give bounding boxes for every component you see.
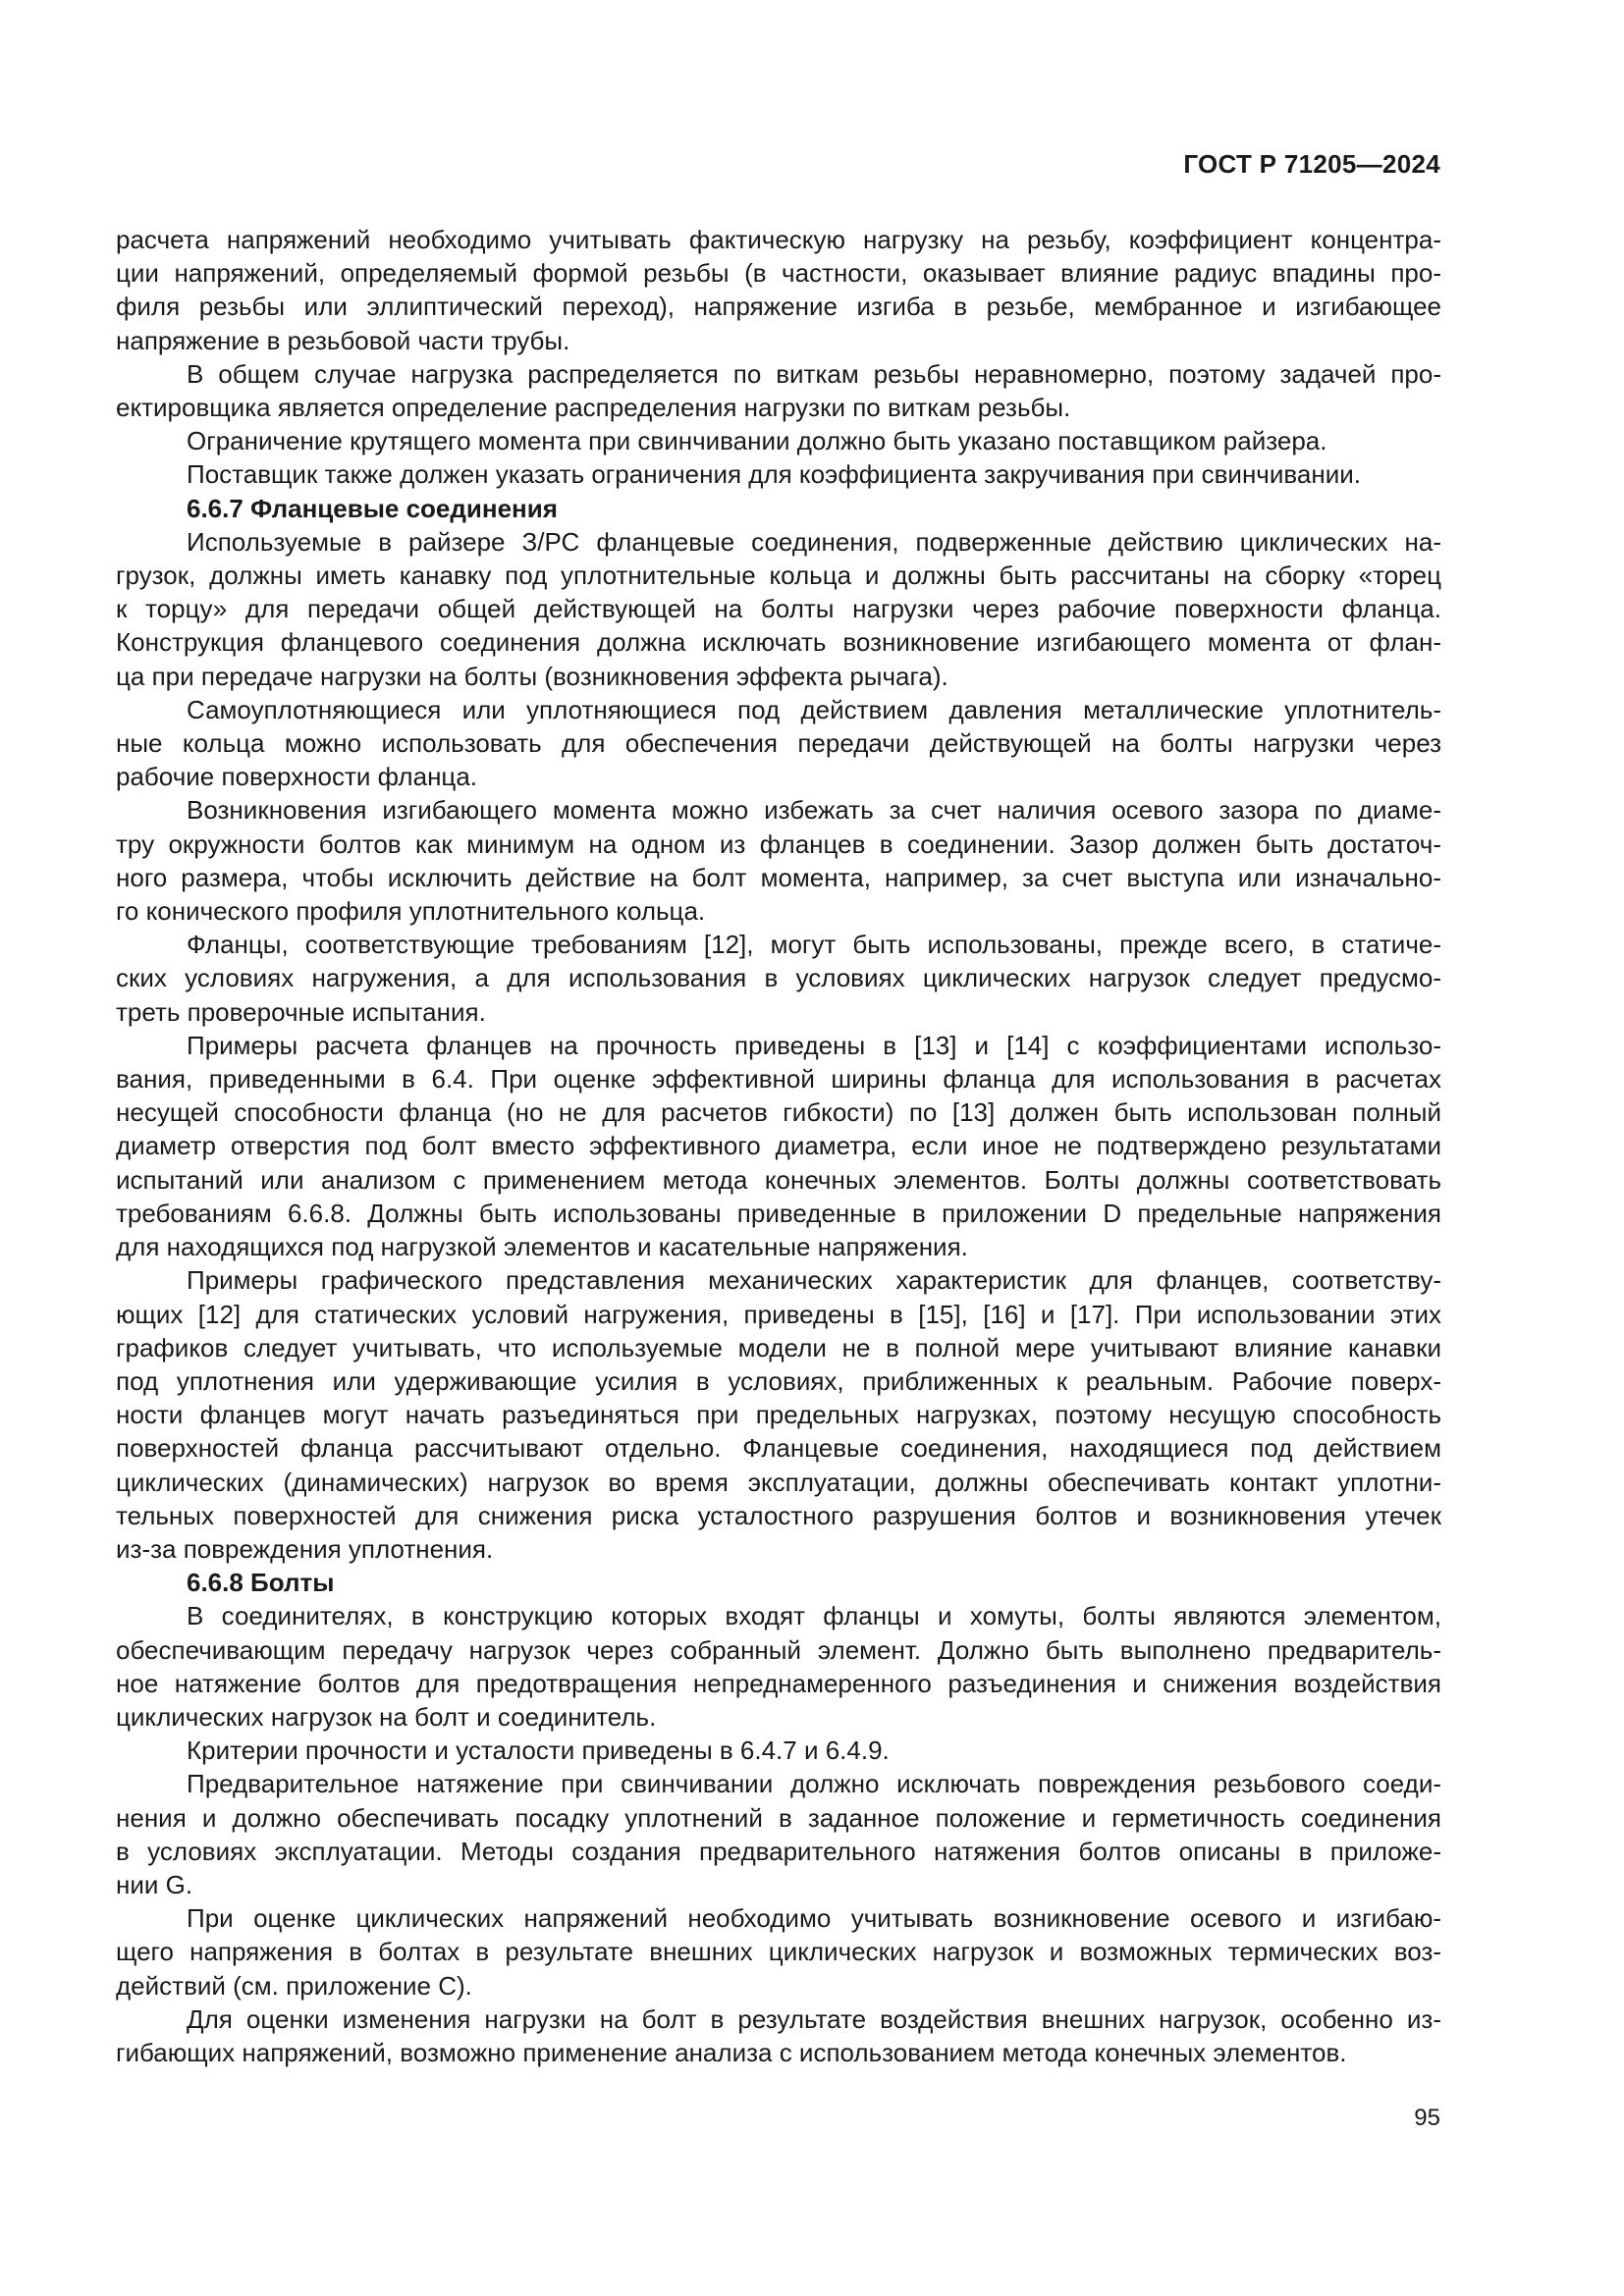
text-line: Ограничение крутящего момента при свинчивании должно быть указано поставщиком райзера. <box>187 426 1327 456</box>
text-line: несущей способности фланца (но не для расчетов гибкости) по [13] должен быть использован полный <box>116 1097 1441 1128</box>
text-line: действий (см. приложение С). <box>116 1970 472 2001</box>
paragraph <box>116 1734 1441 1767</box>
text-line: из-за повреждения уплотнения. <box>116 1533 494 1564</box>
text-line: При оценке циклических напряжений необходимо учитывать возникновение осевого и изгибаю- <box>187 1903 1441 1934</box>
text-line: испытаний или анализом с применением метода конечных элементов. Болты должны соответствовать <box>116 1164 1441 1195</box>
paragraph <box>116 1767 1441 1901</box>
paragraph <box>116 1029 1441 1263</box>
text-line: ности фланцев могут начать разъединяться при предельных нагрузках, поэтому несущую способность <box>116 1400 1441 1430</box>
document-body <box>116 223 1441 2069</box>
text-line: напряжение в резьбовой части трубы. <box>116 325 570 355</box>
text-line: ских условиях нагружения, а для использования в условиях циклических нагрузок следует предусмо- <box>116 963 1441 993</box>
paragraph <box>116 793 1441 928</box>
text-line: Критерии прочности и усталости приведены в 6.4.7 и 6.4.9. <box>187 1735 890 1766</box>
text-line: В соединителях, в конструкцию которых входят фланцы и хомуты, болты являются элементом, <box>187 1601 1441 1631</box>
section-heading: 6.6.7 Фланцевые соединения <box>187 493 558 523</box>
paragraph <box>116 223 1441 357</box>
paragraph <box>116 1263 1441 1566</box>
text-line: филя резьбы или эллиптический переход), напряжение изгиба в резьбе, мембранное и изгибающее <box>116 292 1441 322</box>
text-line: Самоуплотняющиеся или уплотняющиеся под действием давления металлические уплотнитель- <box>187 694 1441 724</box>
paragraph <box>116 357 1441 424</box>
text-line: графиков следует учитывать, что используемые модели не в полной мере учитывают влияние канавки <box>116 1332 1441 1362</box>
paragraph <box>116 928 1441 1029</box>
text-line: циклических нагрузок на болт и соединитель. <box>116 1701 657 1732</box>
paragraph <box>116 693 1441 794</box>
text-line: ные кольца можно использовать для обеспечения передачи действующей на болты нагрузки через <box>116 728 1441 759</box>
text-line: к торцу» для передачи общей действующей на болты нагрузки через рабочие поверхности фланца. <box>116 594 1441 624</box>
text-line: грузок, должны иметь канавку под уплотнительные кольца и должны быть рассчитаны на сборку «торец <box>116 561 1441 591</box>
text-line: поверхностей фланца рассчитывают отдельно. Фланцевые соединения, находящиеся под действием <box>116 1433 1441 1464</box>
section-heading: 6.6.8 Болты <box>187 1568 335 1598</box>
text-line: ции напряжений, определяемый формой резьбы (в частности, оказывает влияние радиус впадины про- <box>116 258 1441 289</box>
text-line: нения и должно обеспечивать посадку уплотнений в заданное положение и герметичность соединения <box>116 1802 1441 1833</box>
text-line: Предварительное натяжение при свинчивании должно исключать повреждения резьбового соеди- <box>187 1769 1441 1799</box>
paragraph <box>116 424 1441 457</box>
text-line: Фланцы, соответствующие требованиям [12], могут быть использованы, прежде всего, в статиче- <box>187 930 1441 960</box>
text-line: в условиях эксплуатации. Методы создания предварительного натяжения болтов описаны в приложе- <box>116 1836 1441 1866</box>
text-line: тельных поверхностей для снижения риска усталостного разрушения болтов и возникновения утечек <box>116 1500 1441 1530</box>
text-line: нии G. <box>116 1869 193 1899</box>
text-line: ного размера, чтобы исключить действие на болт момента, например, за счет выступа или изначально- <box>116 862 1441 892</box>
paragraph <box>116 1901 1441 2002</box>
text-line: Возникновения изгибающего момента можно избежать за счет наличия осевого зазора по диаме- <box>187 795 1441 826</box>
paragraph <box>116 457 1441 491</box>
text-line: под уплотнения или удерживающие усилия в условиях, приближенных к реальным. Рабочие поверх- <box>116 1365 1441 1396</box>
text-line: Для оценки изменения нагрузки на болт в результате воздействия внешних нагрузок, особенно из- <box>187 2003 1441 2034</box>
text-line: Примеры расчета фланцев на прочность приведены в [13] и [14] с коэффициентами использо- <box>187 1030 1441 1060</box>
text-line: вания, приведенными в 6.4. При оценке эффективной ширины фланца для использования в расчетах <box>116 1064 1441 1095</box>
text-line: требованиям 6.6.8. Должны быть использованы приведенные в приложении D предельные напряжения <box>116 1198 1441 1228</box>
page-number: 95 <box>1414 2105 1440 2131</box>
paragraph <box>116 525 1441 693</box>
text-line: Конструкция фланцевого соединения должна исключать возникновение изгибающего момента от флан- <box>116 627 1441 658</box>
text-line: рабочие поверхности фланца. <box>116 762 477 792</box>
text-line: ца при передаче нагрузки на болты (возникновения эффекта рычага). <box>116 661 948 691</box>
text-line: ющих [12] для статических условий нагружения, приведены в [15], [16] и [17]. При использовании этих <box>116 1299 1441 1329</box>
text-line: обеспечивающим передачу нагрузок через собранный элемент. Должно быть выполнено предваритель- <box>116 1634 1441 1665</box>
text-line: расчета напряжений необходимо учитывать фактическую нагрузку на резьбу, коэффициент концентра- <box>116 225 1441 254</box>
text-line: Примеры графического представления механических характеристик для фланцев, соответству- <box>187 1265 1441 1296</box>
paragraph <box>116 2002 1441 2069</box>
text-line: Используемые в райзере З/РС фланцевые соединения, подверженные действию циклических на- <box>187 526 1441 557</box>
text-line: ектировщика является определение распределения нагрузки по виткам резьбы. <box>116 393 1071 423</box>
text-line: тру окружности болтов как минимум на одном из фланцев в соединении. Зазор должен быть достаточ- <box>116 828 1441 859</box>
text-line: циклических (динамических) нагрузок во время эксплуатации, должны обеспечивать контакт уплотни- <box>116 1467 1441 1497</box>
text-line: щего напряжения в болтах в результате внешних циклических нагрузок и возможных термических воз- <box>116 1937 1441 1967</box>
text-line: диаметр отверстия под болт вместо эффективного диаметра, если иное не подтверждено результатами <box>116 1131 1441 1161</box>
text-line: Поставщик также должен указать ограничения для коэффициента закручивания при свинчивании. <box>187 459 1361 490</box>
text-line: В общем случае нагрузка распределяется по виткам резьбы неравномерно, поэтому задачей про- <box>187 358 1441 389</box>
document-header: ГОСТ Р 71205—2024 <box>1183 149 1440 179</box>
text-line: треть проверочные испытания. <box>116 996 486 1027</box>
text-line: для находящихся под нагрузкой элементов и касательные напряжения. <box>116 1232 968 1262</box>
paragraph <box>116 1599 1441 1734</box>
text-line: го конического профиля уплотнительного кольца. <box>116 896 706 927</box>
text-line: ное натяжение болтов для предотвращения непреднамеренного разъединения и снижения воздействия <box>116 1668 1441 1698</box>
text-line: гибающих напряжений, возможно применение анализа с использованием метода конечных элементов. <box>116 2037 1347 2067</box>
